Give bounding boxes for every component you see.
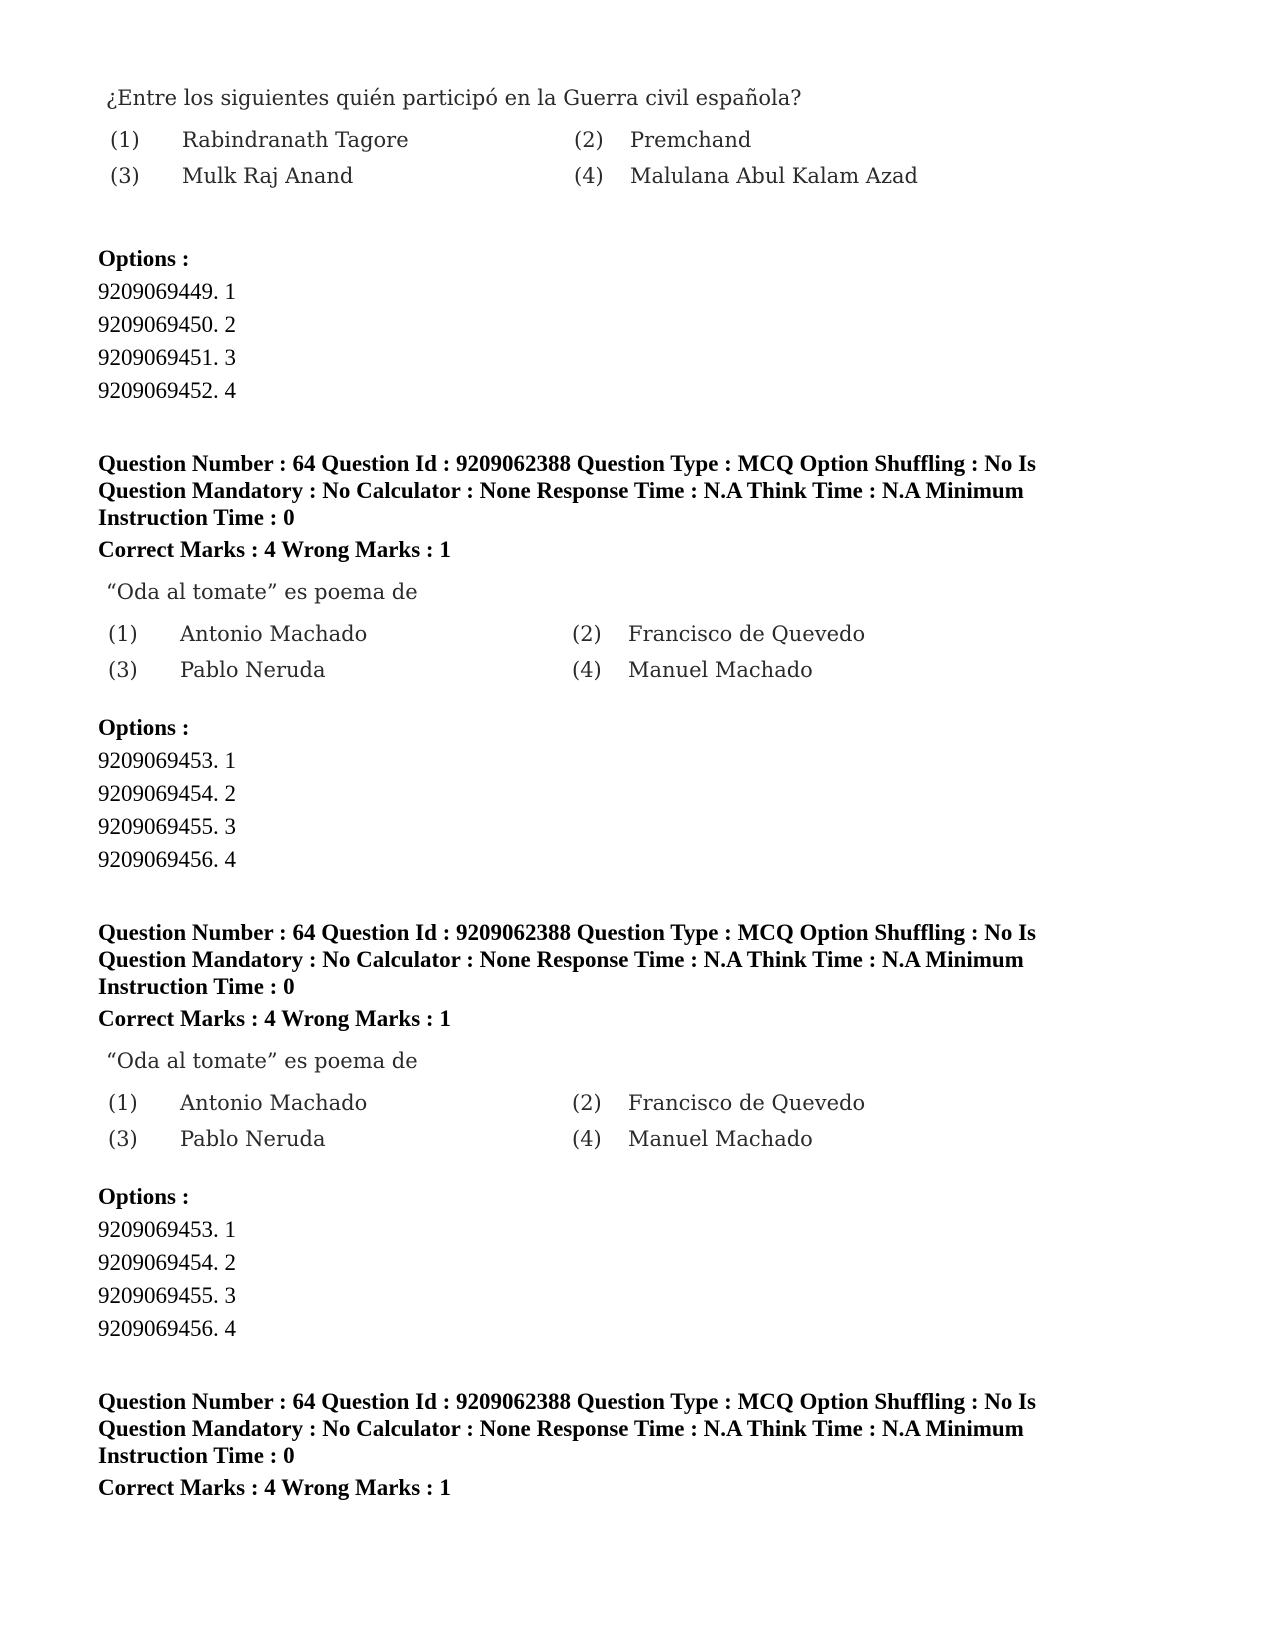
- choice-number: (3): [108, 1127, 138, 1151]
- choice-grid: [100, 622, 1000, 702]
- choice-item: [572, 1127, 813, 1151]
- choice-label: Antonio Machado: [180, 1091, 368, 1115]
- options-list: [98, 1180, 236, 1345]
- choice-number: (3): [108, 658, 138, 682]
- choice-item: [574, 164, 918, 188]
- marks-line: Correct Marks : 4 Wrong Marks : 1: [98, 1006, 451, 1031]
- option-item: 9209069454. 2: [98, 781, 236, 806]
- option-item: 9209069456. 4: [98, 1316, 236, 1341]
- option-item: 9209069455. 3: [98, 814, 236, 839]
- choice-label: Manuel Machado: [628, 658, 813, 682]
- choice-number: (1): [110, 128, 140, 152]
- marks-line: Correct Marks : 4 Wrong Marks : 1: [98, 537, 451, 562]
- choice-label: Manuel Machado: [628, 1127, 813, 1151]
- choice-item: [108, 1091, 367, 1115]
- choice-item: [108, 622, 367, 646]
- meta-line: Question Mandatory : No Calculator : None Response Time : N.A Think Time : N.A Minimum: [98, 947, 1024, 972]
- choice-label: Rabindranath Tagore: [182, 128, 409, 152]
- options-list: [98, 711, 236, 876]
- choice-label: Premchand: [630, 128, 752, 152]
- choice-item: [110, 128, 409, 152]
- choice-item: [574, 128, 751, 152]
- options-heading: Options :: [98, 1184, 190, 1209]
- choice-label: Francisco de Quevedo: [628, 622, 866, 646]
- meta-line: Instruction Time : 0: [98, 974, 295, 999]
- choice-item: [572, 622, 865, 646]
- choice-number: (1): [108, 622, 138, 646]
- question-text: “Oda al tomate” es poema de: [106, 580, 418, 604]
- options-heading: Options :: [98, 715, 190, 740]
- question-text: “Oda al tomate” es poema de: [106, 1049, 418, 1073]
- choice-grid: [100, 128, 1000, 208]
- choice-label: Francisco de Quevedo: [628, 1091, 866, 1115]
- option-item: 9209069454. 2: [98, 1250, 236, 1275]
- meta-line: Question Mandatory : No Calculator : None Response Time : N.A Think Time : N.A Minimum: [98, 478, 1024, 503]
- option-item: 9209069456. 4: [98, 847, 236, 872]
- options-list: [98, 242, 236, 407]
- choice-number: (3): [110, 164, 140, 188]
- choice-item: [110, 164, 353, 188]
- question-meta-header: [98, 919, 1098, 1032]
- option-item: 9209069449. 1: [98, 279, 236, 304]
- choice-item: [572, 1091, 865, 1115]
- choice-label: Mulk Raj Anand: [182, 164, 354, 188]
- choice-number: (2): [572, 622, 602, 646]
- option-item: 9209069451. 3: [98, 345, 236, 370]
- option-item: 9209069455. 3: [98, 1283, 236, 1308]
- choice-number: (4): [572, 1127, 602, 1151]
- choice-number: (2): [574, 128, 604, 152]
- question-image-3: [100, 1049, 1000, 1171]
- question-text: ¿Entre los siguientes quién participó en la Guerra civil española?: [106, 86, 802, 110]
- question-image-1: [100, 86, 1000, 208]
- option-item: 9209069453. 1: [98, 748, 236, 773]
- marks-line: Correct Marks : 4 Wrong Marks : 1: [98, 1475, 451, 1500]
- option-item: 9209069453. 1: [98, 1217, 236, 1242]
- question-meta-header: [98, 450, 1098, 563]
- meta-line: Question Number : 64 Question Id : 9209062388 Question Type : MCQ Option Shuffling : No Is: [98, 451, 1037, 476]
- choice-label: Malulana Abul Kalam Azad: [630, 164, 918, 188]
- option-item: 9209069452. 4: [98, 378, 236, 403]
- meta-line: Instruction Time : 0: [98, 1443, 295, 1468]
- choice-number: (2): [572, 1091, 602, 1115]
- meta-line: Question Number : 64 Question Id : 9209062388 Question Type : MCQ Option Shuffling : No Is: [98, 1389, 1037, 1414]
- question-meta-header: [98, 1388, 1098, 1501]
- meta-line: Question Mandatory : No Calculator : None Response Time : N.A Think Time : N.A Minimum: [98, 1416, 1024, 1441]
- choice-item: [108, 658, 326, 682]
- choice-number: (4): [572, 658, 602, 682]
- choice-label: Pablo Neruda: [180, 658, 326, 682]
- choice-number: (1): [108, 1091, 138, 1115]
- meta-line: Instruction Time : 0: [98, 505, 295, 530]
- option-item: 9209069450. 2: [98, 312, 236, 337]
- meta-line: Question Number : 64 Question Id : 9209062388 Question Type : MCQ Option Shuffling : No Is: [98, 920, 1037, 945]
- choice-number: (4): [574, 164, 604, 188]
- choice-label: Antonio Machado: [180, 622, 368, 646]
- choice-grid: [100, 1091, 1000, 1171]
- choice-item: [108, 1127, 326, 1151]
- choice-item: [572, 658, 813, 682]
- options-heading: Options :: [98, 246, 190, 271]
- choice-label: Pablo Neruda: [180, 1127, 326, 1151]
- question-image-2: [100, 580, 1000, 702]
